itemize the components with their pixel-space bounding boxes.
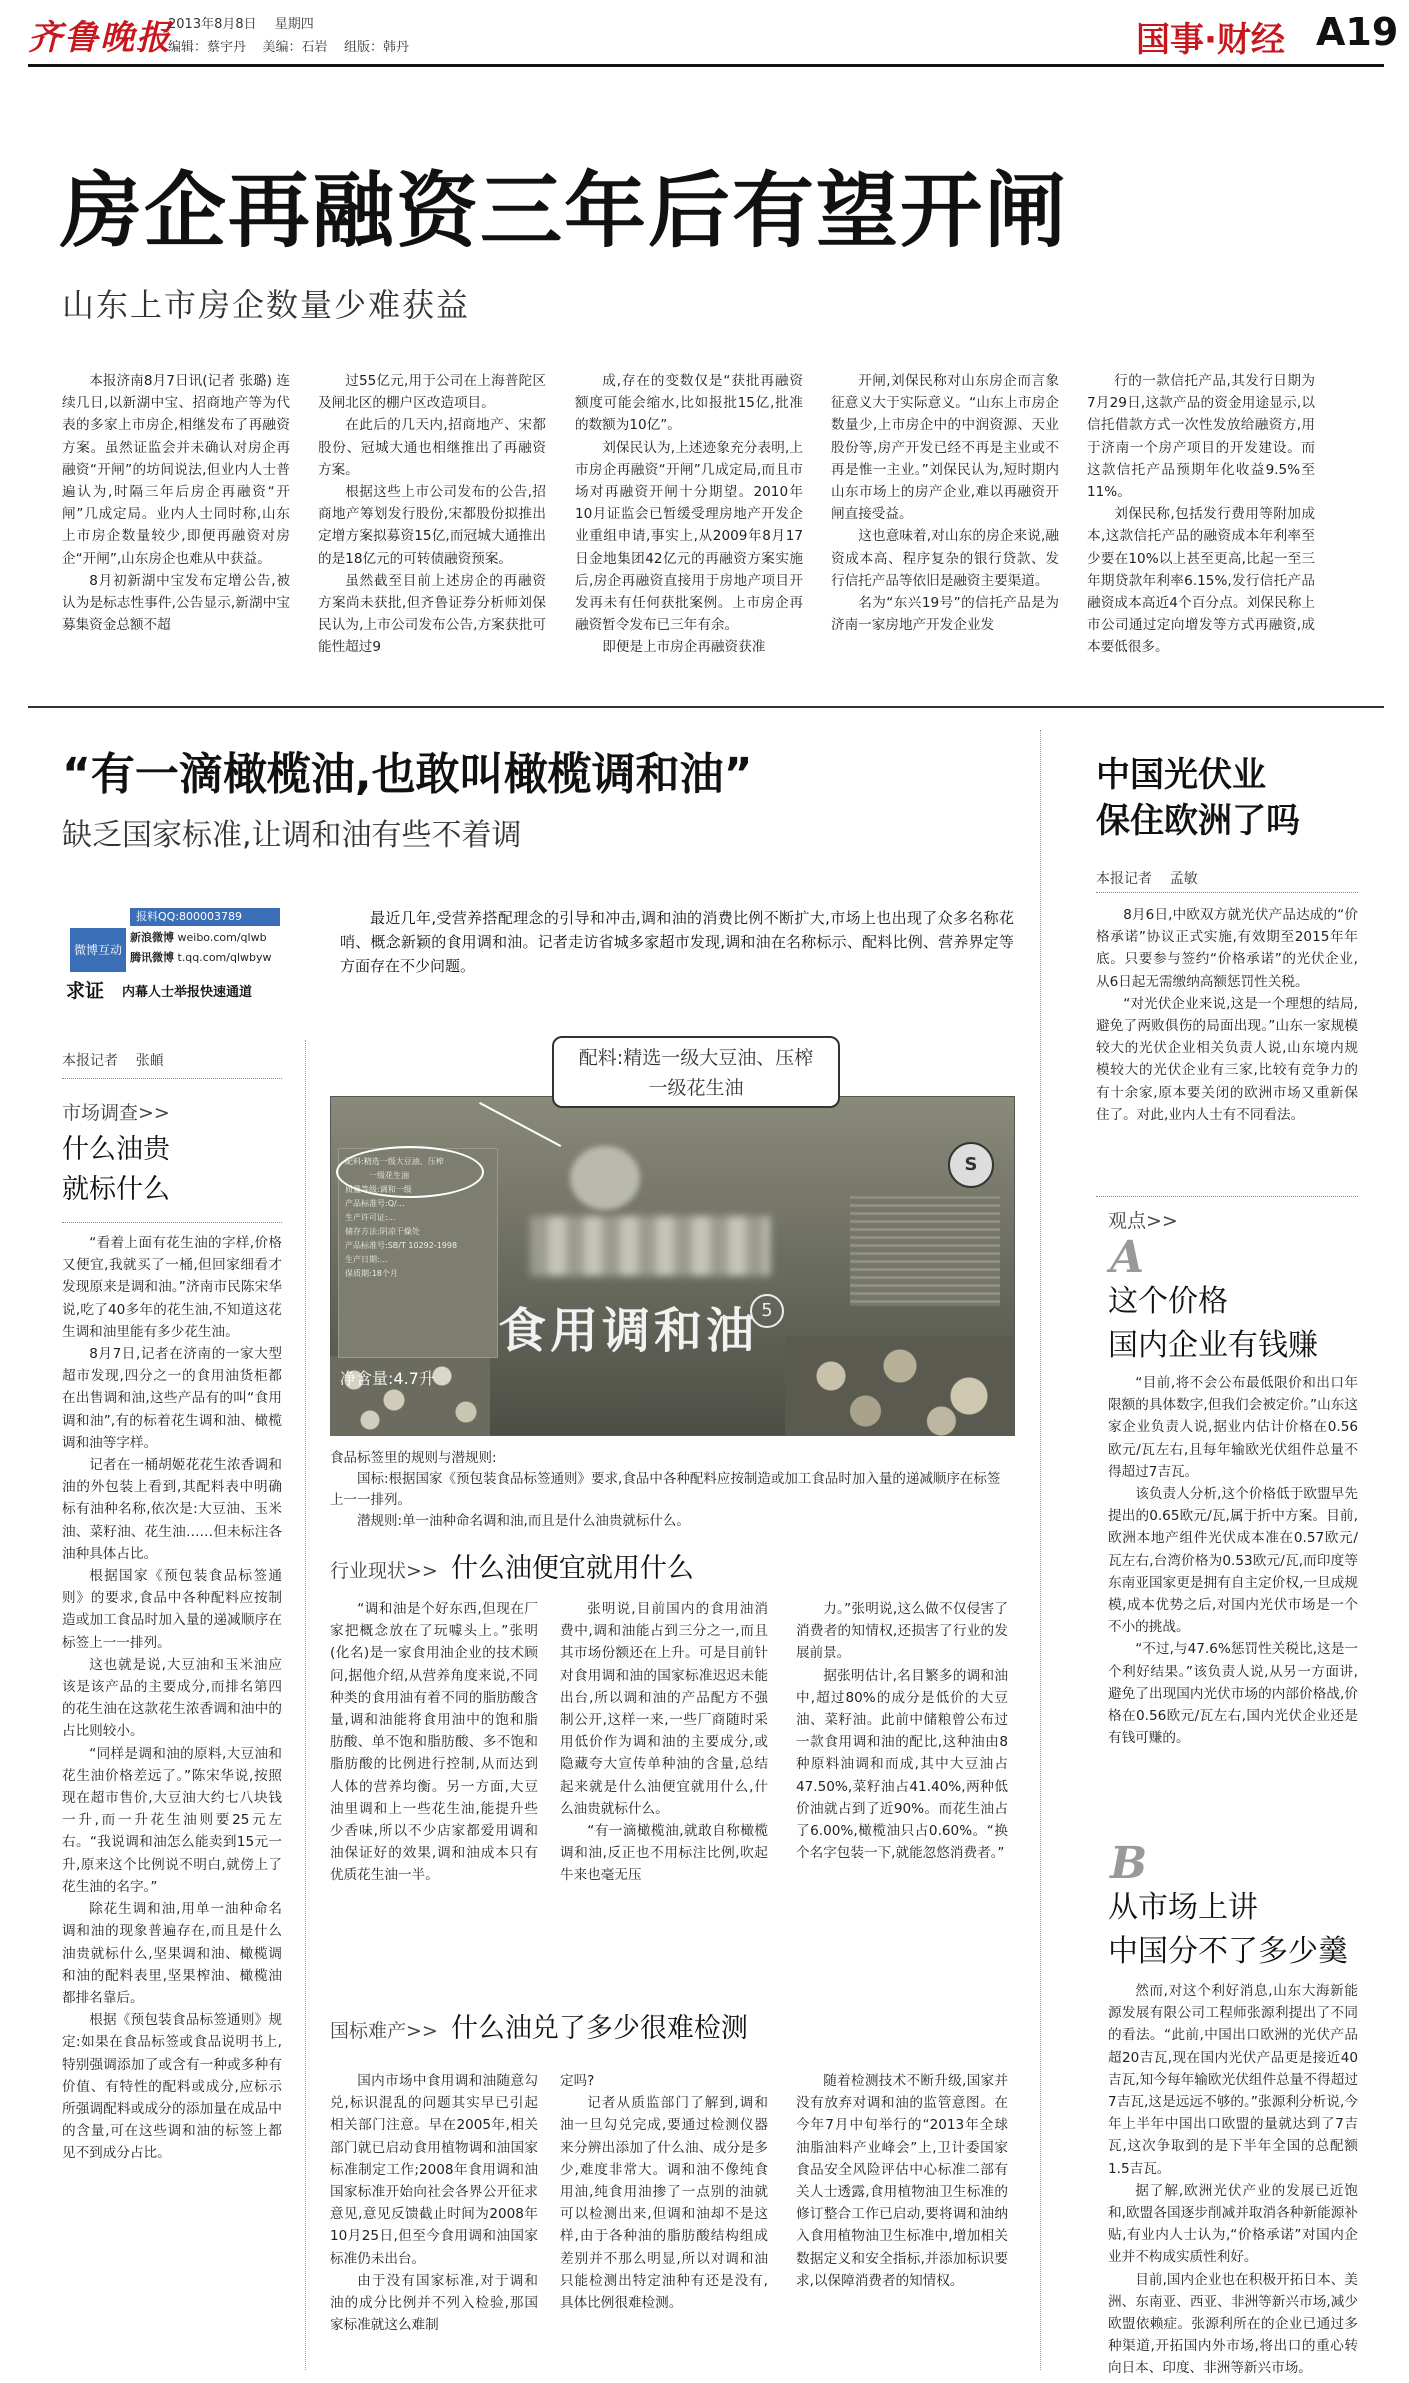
view-b-heading bbox=[1108, 1886, 1348, 1974]
paragraph: 这也意味着,对山东的房企来说,融资成本高、程序复杂的银行贷款、发行信托产品等依旧是融资主要渠道。 bbox=[831, 528, 1059, 589]
net-content: 净含量:4.7升 bbox=[340, 1369, 435, 1388]
paragraph: 根据国家《预包装食品标签通则》的要求,食品中各种配料应按制造或加工食品时加入量的递减顺序在标签上一一排列。 bbox=[62, 1568, 282, 1651]
intl-section-heading bbox=[330, 2006, 748, 2045]
highlight-ellipse bbox=[336, 1146, 484, 1198]
olive-byline: 本报记者 张頔 bbox=[62, 1053, 164, 1069]
promo-qq: 报料QQ:800003789 bbox=[130, 908, 280, 926]
issue-weekday: 星期四 bbox=[274, 17, 314, 32]
industry-col-1 bbox=[330, 1598, 538, 1887]
property-col-3 bbox=[575, 370, 803, 659]
view-b-text bbox=[1108, 1980, 1358, 2380]
solar-intro bbox=[1096, 904, 1358, 1126]
peanut-image bbox=[785, 1336, 1015, 1436]
blurred-back-text bbox=[850, 1196, 1000, 1306]
weibo-url: t.qq.com/qlwbyw bbox=[177, 951, 272, 964]
industry-section-heading bbox=[330, 1546, 694, 1585]
paragraph: 力。”张明说,这么做不仅侵害了消费者的知情权,还损害了行业的发展前景。 bbox=[796, 1601, 1008, 1662]
oil-bottle-photo bbox=[330, 1036, 1015, 1436]
paragraph: 刘保民称,包括发行费用等附加成本,这款信托产品的融资成本年利率至少要在10%以上甚至更高,比起一至三年期贷款年利率6.15%,发行信托产品融资成本高近4个百分点。刘保民称上市公司通过定向增发等方式再融资,成本要低很多。 bbox=[1087, 506, 1315, 656]
paragraph: 行的一款信托产品,其发行日期为7月29日,这款产品的资金用途显示,以信托借款方式一次性发放给融资方,用于济南一个房产项目的开发建设。而这款信托产品预期年化收益9.5%至11%。 bbox=[1087, 373, 1315, 501]
label-line: 保质期:18个月 bbox=[345, 1269, 398, 1278]
paragraph: 据了解,欧洲光伏产业的发展已近饱和,欧盟各国逐步削减并取消各种新能源补贴,有业内人士认为,“价格承诺”对国内企业并不构成实质性利好。 bbox=[1108, 2182, 1358, 2266]
intl-section-tag: 国标难产>> bbox=[330, 2020, 438, 2042]
weibo-label: 新浪微博 bbox=[130, 931, 174, 944]
label-line: 配料:精选一级大豆油、压榨 bbox=[345, 1157, 444, 1166]
callout-line: 配料:精选一级大豆油、压榨 bbox=[578, 1047, 814, 1069]
section-divider bbox=[28, 706, 1384, 708]
weibo-url: weibo.com/qlwb bbox=[177, 931, 267, 944]
paragraph: 8月初新湖中宝发布定增公告,被认为是标志性事件,公告显示,新湖中宝募集资金总额不超 bbox=[62, 572, 290, 634]
market-section-tag: 市场调查>> bbox=[62, 1102, 170, 1124]
solar-byline-rule bbox=[1096, 892, 1358, 893]
paragraph: 8月7日,记者在济南的一家大型超市发现,四分之一的食用油货柜都在出售调和油,这些产品有的叫“食用调和油”,有的标着花生调和油、橄榄调和油等字样。 bbox=[62, 1346, 282, 1451]
property-col-2 bbox=[318, 370, 546, 659]
section-name: 国事·财经 bbox=[1136, 20, 1285, 60]
solar-headline bbox=[1096, 752, 1300, 844]
paragraph: 过55亿元,用于公司在上海普陀区及闸北区的棚户区改造项目。 bbox=[318, 373, 546, 412]
promo-title: 求证 bbox=[66, 980, 105, 1002]
view-a-heading bbox=[1108, 1280, 1318, 1368]
page-number: A19 bbox=[1316, 10, 1399, 54]
paragraph: 成,存在的变数仅是“获批再融资额度可能会缩水,比如报批15亿,批准的数额为10亿”。 bbox=[575, 373, 803, 434]
view-b-letter: B bbox=[1110, 1838, 1148, 1889]
subhead-olive-oil: 缺乏国家标准,让调和油有些不着调 bbox=[62, 818, 522, 853]
intl-col-2 bbox=[560, 2070, 768, 2314]
paragraph: “同样是调和油的原料,大豆油和花生油价格差远了。”陈宋华说,按照现在超市售价,大豆油大约七八块钱一升,而一升花生油则要25元左右。“我说调和油怎么能卖到15元一升,原来这个比例说不明白,就傍上了花生油的名字。” bbox=[62, 1745, 282, 1895]
views-tag: 观点>> bbox=[1108, 1210, 1178, 1232]
paragraph: 张明说,目前国内的食用油消费中,调和油能占到三分之一,而且其市场份额还在上升。可是目前针对食用调和油的国家标准迟迟未能出台,所以调和油的产品配方不强制公开,这样一来,一些厂商随时采用低价作为调和油的主要成分,或隐藏夸大宣传单种油的含量,总结起来就是什么油便宜就用什么,什么油贵就标什么。 bbox=[560, 1601, 768, 1817]
qs-mark-icon: S bbox=[948, 1142, 994, 1188]
masthead bbox=[0, 0, 1409, 70]
caption-line: 国标:根据国家《预包装食品标签通则》要求,食品中各种配料应按制造或加工食品时加入量的递减顺序在标签上一一排列。 bbox=[330, 1471, 1001, 1508]
blurred-brand-logo bbox=[570, 1146, 640, 1210]
paragraph: 记者从质监部门了解到,调和油一旦勾兑完成,要通过检测仪器来分辨出添加了什么油、成分是多少,难度非常大。调和油不像纯食用油,纯食用油掺了一点别的油就可以检测出来,但调和油却不是这样,由于各种油的脂肪酸结构组成差别并不那么明显,所以对调和油只能检测出特定油种有还是没有,具体比例很难检测。 bbox=[560, 2095, 768, 2312]
view-a-heading-line: 这个价格 bbox=[1108, 1284, 1228, 1319]
promo-weibo bbox=[130, 928, 272, 968]
market-title-line: 就标什么 bbox=[62, 1174, 170, 1205]
oil-drop-icon: 5 bbox=[750, 1294, 784, 1328]
paragraph: 本报济南8月7日讯(记者 张璐) 连续几日,以新湖中宝、招商地产等为代表的多家上市房企,相继发布了再融资方案。虽然证监会并未确认对房企再融资“开闸”的坊间说法,但业内人士普遍认为,时隔三年后房企再融资“开闸”几成定局。业内人士同时称,山东上市房企数量较少,即便再融资对房企“开闸”,山东房企也难从中获益。 bbox=[62, 373, 290, 567]
paragraph: 由于没有国家标准,对于调和油的成分比例并不列入检验,那国家标准就这么难制 bbox=[330, 2272, 538, 2334]
promo-tagline: 内幕人士举报快速通道 bbox=[122, 985, 253, 1000]
paragraph: 然而,对这个利好消息,山东大海新能源发展有限公司工程师张源利提出了不同的看法。“此前,中国出口欧洲的光伏产品超20吉瓦,现在国内光伏产品更是接近40吉瓦,知今每年输欧光伏组件总量不得超过7吉瓦,这是远远不够的。”张源利分析说,今年上半年中国出口欧盟的量就达到了7吉瓦,这次争取到的是下半年全国的总配额1.5吉瓦。 bbox=[1108, 1983, 1358, 2177]
paragraph: 名为“东兴19号”的信托产品是为济南一家房地产开发企业发 bbox=[831, 595, 1059, 634]
callout-line: 一级花生油 bbox=[648, 1077, 744, 1099]
property-col-4 bbox=[831, 370, 1059, 636]
paragraph: 开闸,刘保民称对山东房企而言象征意义大于实际意义。“山东上市房企数量少,上市房企中的中润资源、天业股份等,房产开发已经不再是主业或不再是惟一主业。”刘保民认为,短时期内山东市场上的房产企业,难以再融资开闸直接受益。 bbox=[831, 373, 1059, 523]
headline-olive-oil: “有一滴橄榄油,也敢叫橄榄调和油” bbox=[62, 749, 753, 800]
intl-col-3 bbox=[796, 2070, 1008, 2292]
olive-left-column bbox=[62, 1232, 282, 2165]
view-b-heading-line: 从市场上讲 bbox=[1108, 1890, 1258, 1925]
subhead-property: 山东上市房企数量少难获益 bbox=[62, 286, 471, 324]
industry-col-3 bbox=[796, 1598, 1008, 1864]
issue-date: 2013年8月8日 bbox=[168, 17, 257, 32]
newspaper-logo: 齐鲁晚报 bbox=[28, 18, 172, 58]
photo-caption bbox=[330, 1448, 1010, 1532]
views-rule bbox=[1096, 1196, 1358, 1197]
paragraph: “不过,与47.6%惩罚性关税比,这是一个利好结果。”该负责人说,从另一方面讲,避免了出现国内光伏市场的内部价格战,价格在0.56欧元/瓦左右,国内光伏企业还是有钱可赚的。 bbox=[1108, 1641, 1358, 1747]
paragraph: 据张明估计,名目繁多的调和油中,超过80%的成分是低价的大豆油、菜籽油。此前中储粮曾公布过一款食用调和油的配比,这种油由8种原料油调和而成,其中大豆油占47.50%,菜籽油占41.40%,两种低价油就占到了近90%。而花生油占了6.00%,橄榄油只占0.60%。“换个名字包装一下,就能忽悠消费者。” bbox=[796, 1667, 1008, 1862]
view-a-letter: A bbox=[1110, 1232, 1145, 1283]
industry-col-2 bbox=[560, 1598, 768, 1887]
market-heading-rule bbox=[62, 1222, 282, 1223]
column-separator bbox=[305, 1040, 306, 2370]
olive-lead: 最近几年,受营养搭配理念的引导和冲击,调和油的消费比例不断扩大,市场上也出现了众多名称花哨、概念新颖的食用调和油。记者走访省城多家超市发现,调和油在名称标示、配料比例、营养界定等方面存在不少问题。 bbox=[340, 909, 1014, 975]
label-line: 质量等级:调和一级 bbox=[345, 1185, 412, 1194]
intl-col-1 bbox=[330, 2070, 538, 2336]
editor-credits: 编辑：蔡宇丹 美编：石岩 组版：韩丹 bbox=[168, 40, 410, 55]
paragraph: 8月6日,中欧双方就光伏产品达成的“价格承诺”协议正式实施,有效期至2015年年底。只要参与签约“价格承诺”的光伏企业,从6日起无需缴纳高额惩罚性关税。 bbox=[1096, 907, 1358, 990]
paragraph: 定吗? bbox=[560, 2073, 595, 2089]
headline-property: 房企再融资三年后有望开闸 bbox=[60, 164, 1069, 259]
paragraph: 在此后的几天内,招商地产、宋都股份、冠城大通也相继推出了再融资方案。 bbox=[318, 417, 546, 478]
paragraph: “目前,将不会公布最低限价和出口年限额的具体数字,但我们会被定价。”山东这家企业负责人说,据业内估计价格在0.56欧元/瓦左右,且每年输欧光伏组件总量不得超过7吉瓦。 bbox=[1108, 1375, 1358, 1480]
issue-date-line bbox=[168, 13, 314, 32]
industry-section-tag: 行业现状>> bbox=[330, 1560, 438, 1582]
weibo-label: 腾讯微博 bbox=[130, 951, 174, 964]
paragraph: 根据《预包装食品标签通则》规定:如果在食品标签或食品说明书上,特别强调添加了或含有一种或多种有价值、有特性的配料或成分,应标示所强调配料或成分的添加量在成品中的含量,可在这些调和油的标签上都见不到成分占比。 bbox=[62, 2012, 282, 2162]
label-line: 生产许可证:… bbox=[345, 1213, 396, 1222]
paragraph: “调和油是个好东西,但现在厂家把概念放在了玩噱头上。”张明(化名)是一家食用油企业的技术顾问,据他介绍,从营养角度来说,不同种类的食用油有着不同的脂肪酸含量,调和油能将食用油中的饱和脂肪酸、单不饱和脂肪酸、多不饱和脂肪酸的比例进行控制,从而达到人体的营养均衡。另一方面,大豆油里调和上一些花生油,能提升些少香味,所以不少店家都爱用调和油保证好的效果,调和油成本只有优质花生油一半。 bbox=[330, 1601, 538, 1884]
solar-byline: 本报记者 孟敏 bbox=[1096, 871, 1198, 887]
caption-line: 潜规则:单一油种命名调和油,而且是什么油贵就标什么。 bbox=[357, 1513, 690, 1529]
paragraph: 随着检测技术不断升级,国家并没有放弃对调和油的监管意图。在今年7月中旬举行的“2013年全球油脂油料产业峰会”上,卫计委国家食品安全风险评估中心标准二部有关人士透露,食用植物油卫生标准的修订整合工作已启动,要将调和油纳入食用植物油卫生标准中,增加相关数据定义和安全指标,并添加标识要求,以保障消费者的知情权。 bbox=[796, 2073, 1008, 2289]
market-title-line: 什么油贵 bbox=[62, 1134, 170, 1165]
property-col-1 bbox=[62, 370, 290, 636]
label-line: 产品标准号:SB/T 10292-1998 bbox=[345, 1241, 458, 1250]
paragraph: 根据这些上市公司发布的公告,招商地产筹划发行股份,宋都股份拟推出定增方案拟募资15亿,而冠城大通推出的是18亿元的可转债融资预案。 bbox=[318, 484, 546, 567]
solar-headline-line: 保住欧洲了吗 bbox=[1096, 801, 1300, 841]
caption-line: 食品标签里的规则与潜规则: bbox=[330, 1450, 497, 1466]
paragraph: 国内市场中食用调和油随意勾兑,标识混乱的问题其实早已引起相关部门注意。早在2005年,相关部门就已启动食用植物调和油国家标准制定工作;2008年食用调和油国家标准开始向社会各界公开征求意见,意见反馈截止时间为2008年10月25日,但至今食用调和油国家标准仍未出台。 bbox=[330, 2073, 538, 2267]
paragraph: 刘保民认为,上述迹象充分表明,上市房企再融资“开闸”几成定局,而且市场对再融资开闸十分期望。2010年10月证监会已暂缓受理房地产开发企业重组申请,事实上,从2009年8月17日金地集团42亿元的再融资方案实施后,房企再融资直接用于房地产项目开发再未有任何获批案例。上市房企再融资暂令发布已三年有余。 bbox=[575, 439, 803, 634]
callout-box bbox=[552, 1036, 840, 1108]
byline-rule bbox=[62, 1078, 282, 1079]
market-section-title bbox=[62, 1130, 170, 1210]
paragraph: 记者在一桶胡姬花花生浓香调和油的外包装上看到,其配料表中明确标有油种名称,依次是:大豆油、玉米油、菜籽油、花生油……但未标注各油种具体占比。 bbox=[62, 1457, 282, 1562]
promo-box bbox=[62, 906, 282, 1002]
paragraph: 虽然截至目前上述房企的再融资方案尚未获批,但齐鲁证券分析师刘保民认为,上市公司发布公告,方案获批可能性超过9 bbox=[318, 572, 546, 656]
promo-tag: 微博互动 bbox=[70, 928, 126, 972]
intl-section-title: 什么油兑了多少很难检测 bbox=[450, 2013, 748, 2044]
label-line: 生产日期:… bbox=[345, 1255, 388, 1264]
property-col-5 bbox=[1087, 370, 1315, 659]
label-line: 一级花生油 bbox=[369, 1171, 409, 1180]
paragraph: 这也就是说,大豆油和玉米油应该是该产品的主要成分,而排名第四的花生油在这款花生浓香调和油中的占比则较小。 bbox=[62, 1656, 282, 1740]
view-b-heading-line: 中国分不了多少羹 bbox=[1108, 1934, 1348, 1969]
paragraph: 即便是上市房企再融资获准 bbox=[602, 639, 766, 656]
paragraph: “看着上面有花生油的字样,价格又便宜,我就买了一桶,但回家细看才发现原来是调和油。”济南市民陈宋华说,吃了40多年的花生油,不知道这花生调和油里能有多少花生油。 bbox=[62, 1235, 282, 1340]
paragraph: 该负责人分析,这个价格低于欧盟早先提出的0.65欧元/瓦,属于折中方案。目前,欧洲本地产组件光伏成本准在0.57欧元/瓦左右,台湾价格为0.53欧元/瓦,而印度等东南亚国家更是拥有自主定价权,一旦成规模,成本优势之后,对国内光伏市场是一个不小的挑战。 bbox=[1108, 1486, 1358, 1636]
view-a-text bbox=[1108, 1372, 1358, 1749]
view-a-heading-line: 国内企业有钱赚 bbox=[1108, 1328, 1318, 1363]
blurred-brand-name bbox=[530, 1216, 770, 1276]
paragraph: 除花生调和油,用单一油种命名调和油的现象普遍存在,而且是什么油贵就标什么,坚果调和油、橄榄调和油的配料表里,坚果榨油、橄榄油都排名靠后。 bbox=[62, 1901, 282, 2006]
paragraph: 目前,国内企业也在积极开拓日本、美洲、东南亚、西亚、非洲等新兴市场,减少欧盟依赖症。张源利所在的企业已通过多种渠道,开拓国内外市场,将出口的重心转向日本、印度、非洲等新兴市场。 bbox=[1108, 2271, 1358, 2377]
sidebar-separator bbox=[1040, 730, 1041, 2370]
product-name: 食用调和油 bbox=[498, 1303, 759, 1359]
industry-section-title: 什么油便宜就用什么 bbox=[450, 1553, 694, 1584]
label-line: 储存方法:阴凉干燥处 bbox=[345, 1227, 420, 1236]
paragraph: “有一滴橄榄油,就敢自称橄榄调和油,反正也不用标注比例,吹起牛来也毫无压 bbox=[560, 1823, 768, 1884]
solar-headline-line: 中国光伏业 bbox=[1096, 755, 1266, 795]
label-line: 产品标准号:Q/… bbox=[345, 1199, 405, 1208]
masthead-rule bbox=[28, 64, 1384, 67]
paragraph: “对光伏企业来说,这是一个理想的结局,避免了两败俱伤的局面出现。”山东一家规模较大的光伏企业相关负责人说,山东境内规模较大的光伏企业有三家,比较有竞争力的有十余家,原本要关闭的欧洲市场又重新保住了。对此,业内人士有不同看法。 bbox=[1096, 995, 1358, 1123]
